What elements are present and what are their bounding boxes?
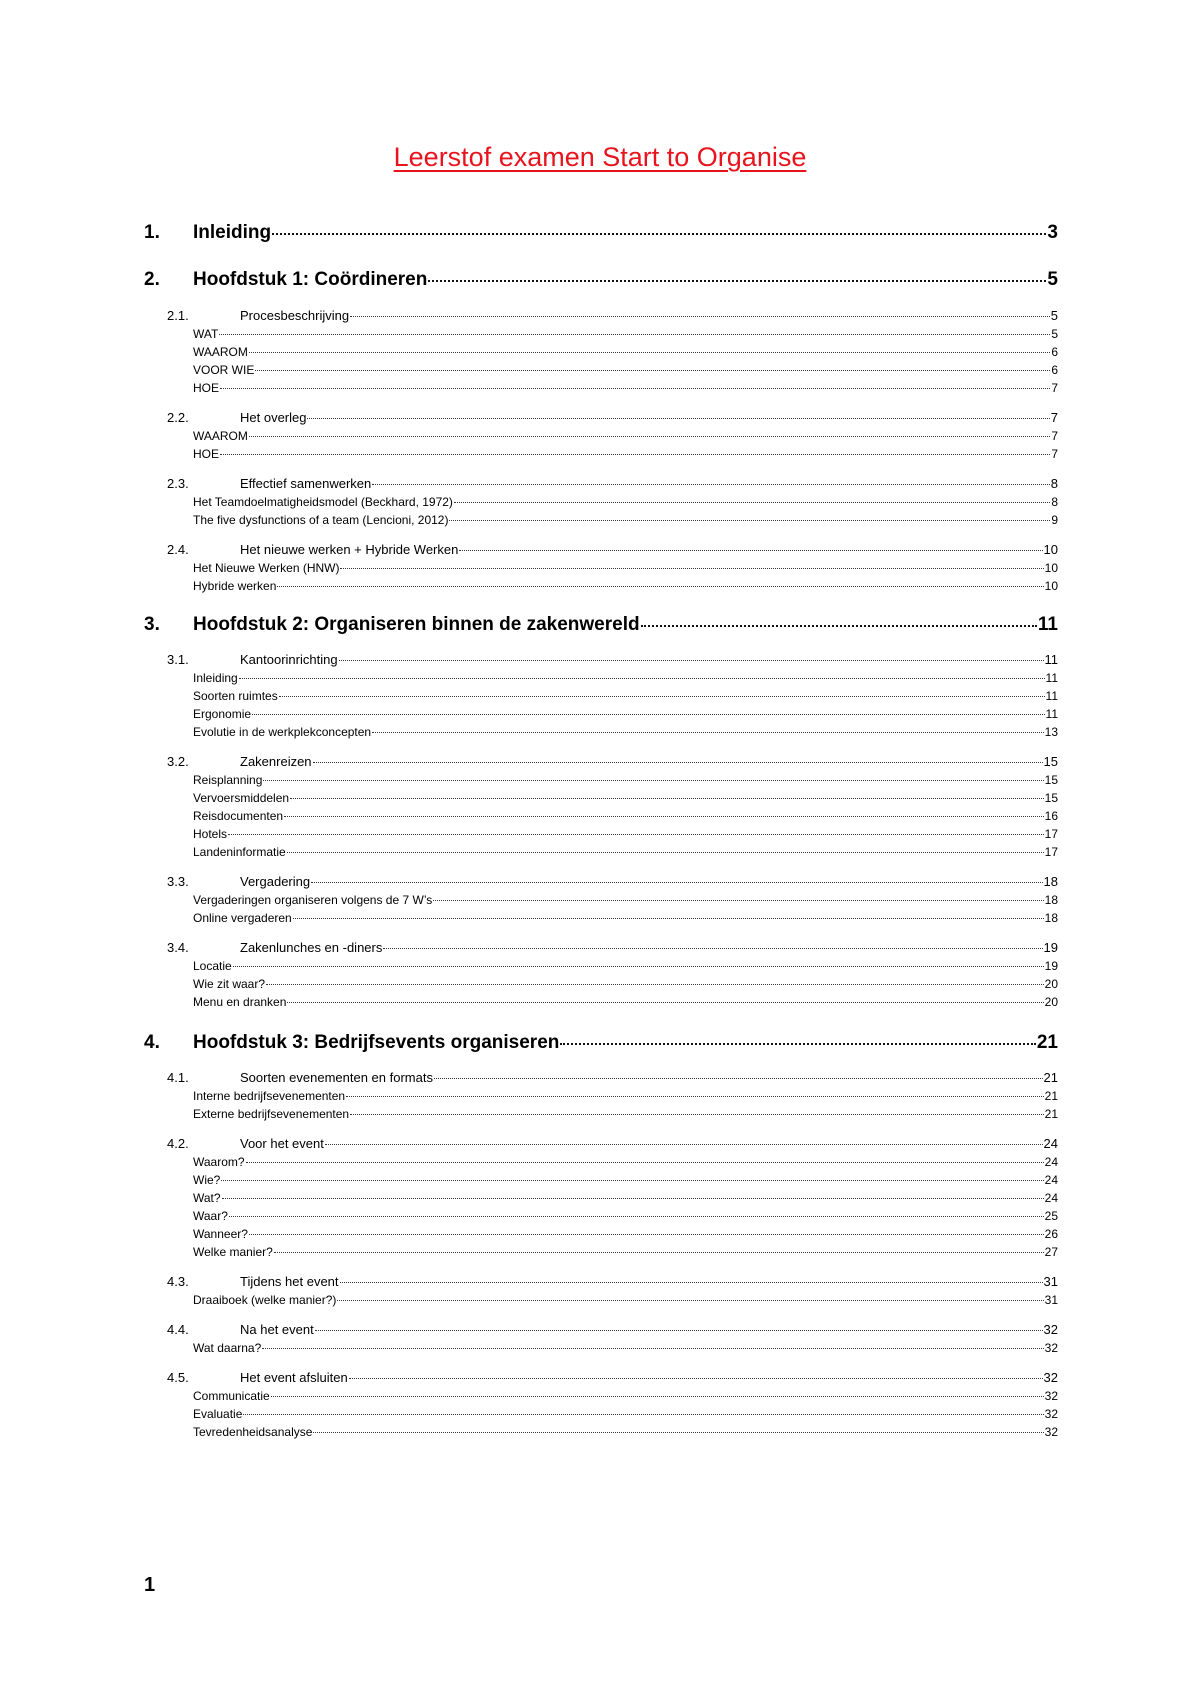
toc-dot-leader	[249, 1234, 1044, 1235]
toc-entry-number: 2.4.	[167, 542, 189, 557]
toc-dot-leader	[272, 233, 1046, 235]
toc-dot-leader	[229, 1216, 1044, 1217]
toc-entry-title: Na het event	[240, 1322, 314, 1337]
toc-entry-title: Vervoersmiddelen	[193, 791, 290, 805]
toc-entry-title: Vergadering	[240, 874, 311, 889]
toc-entry-page: 32	[1044, 1341, 1058, 1355]
toc-entry-title: Menu en dranken	[193, 995, 287, 1009]
toc-entry-title: Vergaderingen organiseren volgens de 7 W’s	[193, 893, 433, 907]
toc-entry-title: Interne bedrijfsevenementen	[193, 1089, 346, 1103]
toc-entry-level-3[interactable]	[193, 1191, 1058, 1205]
toc-entry-page: 31	[1044, 1293, 1058, 1307]
toc-dot-leader	[246, 1162, 1044, 1163]
toc-dot-leader	[339, 660, 1044, 661]
toc-entry-level-3[interactable]	[193, 1089, 1058, 1103]
toc-dot-leader	[221, 1180, 1043, 1181]
toc-dot-leader	[271, 1396, 1044, 1397]
toc-dot-leader	[249, 436, 1050, 437]
toc-entry-title: Evolutie in de werkplekconcepten	[193, 725, 372, 739]
toc-dot-leader	[428, 280, 1046, 282]
toc-entry-page: 5	[1047, 269, 1058, 290]
toc-entry-title: Wat daarna?	[193, 1341, 262, 1355]
toc-entry-title: Zakenlunches en -diners	[240, 940, 383, 955]
toc-entry-title: VOOR WIE	[193, 363, 255, 377]
toc-entry-level-1[interactable]	[144, 269, 1058, 291]
toc-dot-leader	[220, 388, 1050, 389]
toc-entry-level-2[interactable]	[167, 940, 1058, 955]
toc-dot-leader	[274, 1252, 1044, 1253]
toc-entry-page: 7	[1051, 429, 1058, 443]
toc-entry-level-3[interactable]	[193, 911, 1058, 925]
toc-entry-page: 21	[1044, 1107, 1058, 1121]
toc-entry-page: 10	[1044, 561, 1058, 575]
toc-entry-page: 32	[1043, 1370, 1058, 1385]
toc-dot-leader	[290, 798, 1044, 799]
toc-entry-level-3[interactable]	[193, 1209, 1058, 1223]
toc-entry-page: 5	[1051, 327, 1058, 341]
toc-entry-title: Hybride werken	[193, 579, 277, 593]
toc-entry-title: Hoofdstuk 3: Bedrijfsevents organiseren	[193, 1032, 560, 1053]
toc-entry-number: 4.2.	[167, 1136, 189, 1151]
toc-dot-leader	[454, 502, 1050, 503]
toc-entry-level-1[interactable]	[144, 222, 1058, 244]
toc-entry-page: 24	[1043, 1136, 1058, 1151]
toc-entry-level-2[interactable]	[167, 1370, 1058, 1385]
toc-entry-title: Wie zit waar?	[193, 977, 266, 991]
toc-dot-leader	[372, 484, 1049, 485]
toc-entry-page: 32	[1044, 1407, 1058, 1421]
toc-entry-level-1[interactable]	[144, 1032, 1058, 1054]
toc-entry-page: 15	[1044, 791, 1058, 805]
toc-dot-leader	[346, 1096, 1044, 1097]
toc-entry-page: 32	[1043, 1322, 1058, 1337]
toc-dot-leader	[372, 732, 1044, 733]
toc-entry-title: Zakenreizen	[240, 754, 312, 769]
toc-dot-leader	[219, 334, 1050, 335]
toc-entry-title: Reisplanning	[193, 773, 263, 787]
toc-entry-level-3[interactable]	[193, 1227, 1058, 1241]
toc-entry-page: 5	[1050, 308, 1058, 323]
toc-entry-page: 17	[1044, 845, 1058, 859]
toc-entry-page: 24	[1044, 1191, 1058, 1205]
toc-entry-page: 18	[1043, 874, 1058, 889]
toc-dot-leader	[293, 918, 1044, 919]
toc-entry-page: 26	[1044, 1227, 1058, 1241]
toc-entry-title: Hotels	[193, 827, 228, 841]
toc-entry-page: 24	[1044, 1155, 1058, 1169]
toc-entry-level-3[interactable]	[193, 1389, 1058, 1403]
toc-entry-level-2[interactable]	[167, 1322, 1058, 1337]
toc-entry-number: 2.1.	[167, 308, 189, 323]
toc-entry-page: 20	[1044, 977, 1058, 991]
toc-dot-leader	[277, 586, 1043, 587]
toc-entry-title: Communicatie	[193, 1389, 270, 1403]
toc-entry-level-3[interactable]	[193, 773, 1058, 787]
toc-entry-title: Waar?	[193, 1209, 228, 1223]
toc-dot-leader	[228, 834, 1044, 835]
toc-entry-page: 13	[1044, 725, 1058, 739]
toc-entry-title: Soorten evenementen en formats	[240, 1070, 433, 1085]
toc-entry-level-3[interactable]	[193, 707, 1058, 721]
toc-entry-page: 18	[1044, 911, 1058, 925]
toc-entry-level-3[interactable]	[193, 579, 1058, 593]
toc-entry-title: Het Teamdoelmatigheidsmodel (Beckhard, 1972)	[193, 495, 453, 509]
toc-dot-leader	[313, 1432, 1043, 1433]
toc-entry-level-3[interactable]	[193, 671, 1058, 685]
toc-entry-page: 11	[1045, 707, 1058, 721]
toc-entry-level-3[interactable]	[193, 845, 1058, 859]
toc-entry-number: 2.	[144, 269, 160, 290]
toc-entry-level-3[interactable]	[193, 381, 1058, 395]
toc-entry-title: WAAROM	[193, 345, 248, 359]
toc-entry-number: 2.2.	[167, 410, 189, 425]
toc-entry-number: 4.4.	[167, 1322, 189, 1337]
toc-entry-level-3[interactable]	[193, 809, 1058, 823]
toc-dot-leader	[252, 714, 1045, 715]
toc-entry-page: 9	[1051, 513, 1058, 527]
toc-dot-leader	[383, 948, 1042, 949]
toc-entry-level-3[interactable]	[193, 513, 1058, 527]
toc-entry-title: Externe bedrijfsevenementen	[193, 1107, 350, 1121]
toc-entry-title: HOE	[193, 381, 220, 395]
toc-entry-title: Landeninformatie	[193, 845, 286, 859]
toc-entry-number: 2.3.	[167, 476, 189, 491]
toc-entry-title: Wat?	[193, 1191, 221, 1205]
toc-entry-page: 16	[1044, 809, 1058, 823]
toc-entry-page: 15	[1043, 754, 1058, 769]
toc-dot-leader	[263, 780, 1043, 781]
toc-entry-page: 24	[1044, 1173, 1058, 1187]
toc-entry-title: Tijdens het event	[240, 1274, 339, 1289]
toc-dot-leader	[222, 1198, 1044, 1199]
toc-entry-page: 7	[1051, 447, 1058, 461]
toc-entry-page: 18	[1044, 893, 1058, 907]
toc-entry-page: 21	[1044, 1089, 1058, 1103]
toc-entry-level-3[interactable]	[193, 363, 1058, 377]
toc-entry-page: 7	[1050, 410, 1058, 425]
toc-dot-leader	[340, 568, 1043, 569]
toc-entry-level-3[interactable]	[193, 1107, 1058, 1121]
toc-entry-level-3[interactable]	[193, 959, 1058, 973]
toc-entry-number: 3.3.	[167, 874, 189, 889]
toc-dot-leader	[449, 520, 1050, 521]
toc-entry-level-2[interactable]	[167, 1136, 1058, 1151]
toc-entry-level-3[interactable]	[193, 561, 1058, 575]
toc-entry-level-3[interactable]	[193, 977, 1058, 991]
toc-dot-leader	[560, 1043, 1035, 1045]
toc-dot-leader	[262, 1348, 1043, 1349]
toc-entry-title: Evaluatie	[193, 1407, 243, 1421]
toc-entry-level-3[interactable]	[193, 1173, 1058, 1187]
toc-entry-title: Welke manier?	[193, 1245, 273, 1259]
toc-entry-level-3[interactable]	[193, 725, 1058, 739]
toc-entry-page: 19	[1044, 959, 1058, 973]
toc-entry-level-2[interactable]	[167, 308, 1058, 323]
toc-dot-leader	[459, 550, 1042, 551]
toc-dot-leader	[641, 625, 1037, 627]
toc-entry-title: Waarom?	[193, 1155, 245, 1169]
toc-entry-title: HOE	[193, 447, 220, 461]
document-title: Leerstof examen Start to Organise	[393, 142, 807, 172]
toc-dot-leader	[325, 1144, 1043, 1145]
toc-entry-level-3[interactable]	[193, 995, 1058, 1009]
toc-entry-level-1[interactable]	[144, 614, 1058, 636]
toc-entry-page: 11	[1044, 652, 1058, 667]
toc-entry-number: 3.2.	[167, 754, 189, 769]
toc-entry-level-3[interactable]	[193, 429, 1058, 443]
toc-entry-title: Online vergaderen	[193, 911, 292, 925]
toc-dot-leader	[239, 678, 1045, 679]
toc-entry-level-2[interactable]	[167, 476, 1058, 491]
toc-entry-title: WAAROM	[193, 429, 248, 443]
toc-entry-level-2[interactable]	[167, 652, 1058, 667]
toc-entry-page: 21	[1036, 1032, 1058, 1053]
toc-dot-leader	[284, 816, 1044, 817]
toc-dot-leader	[220, 454, 1050, 455]
toc-entry-title: Inleiding	[193, 671, 238, 685]
toc-dot-leader	[266, 984, 1044, 985]
toc-entry-page: 8	[1051, 495, 1058, 509]
toc-dot-leader	[350, 1114, 1044, 1115]
toc-entry-level-3[interactable]	[193, 1341, 1058, 1355]
toc-entry-title: Ergonomie	[193, 707, 252, 721]
toc-entry-page: 7	[1051, 381, 1058, 395]
toc-entry-level-3[interactable]	[193, 1155, 1058, 1169]
toc-entry-level-3[interactable]	[193, 327, 1058, 341]
toc-dot-leader	[313, 762, 1043, 763]
toc-entry-title: Soorten ruimtes	[193, 689, 278, 703]
toc-entry-title: Het Nieuwe Werken (HNW)	[193, 561, 340, 575]
toc-entry-level-2[interactable]	[167, 754, 1058, 769]
toc-dot-leader	[279, 696, 1045, 697]
toc-entry-title: Het nieuwe werken + Hybride Werken	[240, 542, 459, 557]
toc-entry-level-3[interactable]	[193, 447, 1058, 461]
toc-entry-level-3[interactable]	[193, 689, 1058, 703]
toc-entry-title: Voor het event	[240, 1136, 324, 1151]
toc-entry-number: 4.5.	[167, 1370, 189, 1385]
toc-entry-title: Draaiboek (welke manier?)	[193, 1293, 337, 1307]
toc-entry-page: 31	[1043, 1274, 1058, 1289]
toc-entry-level-3[interactable]	[193, 1245, 1058, 1259]
toc-entry-number: 1.	[144, 222, 160, 243]
toc-entry-page: 32	[1044, 1389, 1058, 1403]
toc-entry-level-2[interactable]	[167, 1274, 1058, 1289]
toc-entry-page: 15	[1044, 773, 1058, 787]
toc-entry-title: Wie?	[193, 1173, 221, 1187]
toc-entry-title: Locatie	[193, 959, 232, 973]
page-number: 1	[144, 1574, 156, 1596]
toc-entry-page: 25	[1044, 1209, 1058, 1223]
toc-entry-title: Kantoorinrichting	[240, 652, 338, 667]
toc-entry-level-3[interactable]	[193, 1425, 1058, 1439]
toc-entry-page: 6	[1051, 363, 1058, 377]
toc-entry-title: The five dysfunctions of a team (Lencioni, 2012)	[193, 513, 449, 527]
toc-entry-level-2[interactable]	[167, 542, 1058, 557]
toc-entry-title: Het event afsluiten	[240, 1370, 348, 1385]
toc-entry-title: Procesbeschrijving	[240, 308, 350, 323]
toc-entry-number: 3.4.	[167, 940, 189, 955]
toc-entry-page: 17	[1044, 827, 1058, 841]
toc-entry-page: 19	[1043, 940, 1058, 955]
toc-dot-leader	[337, 1300, 1043, 1301]
toc-entry-title: Tevredenheidsanalyse	[193, 1425, 313, 1439]
toc-entry-page: 32	[1044, 1425, 1058, 1439]
toc-dot-leader	[249, 352, 1050, 353]
toc-entry-page: 21	[1043, 1070, 1058, 1085]
toc-dot-leader	[287, 1002, 1043, 1003]
toc-entry-number: 3.	[144, 614, 160, 635]
toc-entry-page: 6	[1051, 345, 1058, 359]
toc-entry-title: Effectief samenwerken	[240, 476, 372, 491]
toc-entry-page: 10	[1044, 579, 1058, 593]
toc-dot-leader	[315, 1330, 1043, 1331]
toc-entry-page: 11	[1037, 614, 1058, 635]
toc-entry-title: Inleiding	[193, 222, 272, 243]
toc-entry-level-2[interactable]	[167, 410, 1058, 425]
toc-dot-leader	[243, 1414, 1043, 1415]
toc-entry-title: Hoofdstuk 1: Coördineren	[193, 269, 428, 290]
toc-entry-title: WAT	[193, 327, 219, 341]
toc-dot-leader	[340, 1282, 1043, 1283]
toc-dot-leader	[307, 418, 1049, 419]
toc-dot-leader	[434, 1078, 1043, 1079]
toc-entry-level-3[interactable]	[193, 827, 1058, 841]
toc-entry-title: Het overleg	[240, 410, 307, 425]
toc-entry-page: 27	[1044, 1245, 1058, 1259]
toc-entry-level-2[interactable]	[167, 1070, 1058, 1085]
toc-dot-leader	[349, 1378, 1043, 1379]
toc-entry-title: Reisdocumenten	[193, 809, 284, 823]
toc-entry-title: Hoofdstuk 2: Organiseren binnen de zakenwereld	[193, 614, 640, 635]
toc-entry-level-3[interactable]	[193, 1407, 1058, 1421]
toc-entry-number: 3.1.	[167, 652, 189, 667]
toc-entry-page: 11	[1045, 689, 1058, 703]
toc-dot-leader	[287, 852, 1044, 853]
toc-entry-page: 10	[1043, 542, 1058, 557]
toc-entry-page: 11	[1045, 671, 1058, 685]
toc-entry-number: 4.1.	[167, 1070, 189, 1085]
toc-entry-number: 4.3.	[167, 1274, 189, 1289]
toc-dot-leader	[311, 882, 1042, 883]
toc-dot-leader	[433, 900, 1043, 901]
toc-entry-page: 8	[1050, 476, 1058, 491]
toc-entry-level-3[interactable]	[193, 1293, 1058, 1307]
toc-entry-level-3[interactable]	[193, 495, 1058, 509]
toc-dot-leader	[233, 966, 1044, 967]
toc-dot-leader	[350, 316, 1050, 317]
toc-entry-number: 4.	[144, 1032, 160, 1053]
toc-entry-level-3[interactable]	[193, 791, 1058, 805]
toc-dot-leader	[255, 370, 1050, 371]
toc-entry-page: 3	[1047, 222, 1058, 243]
toc-entry-title: Wanneer?	[193, 1227, 248, 1241]
toc-entry-level-2[interactable]	[167, 874, 1058, 889]
toc-entry-level-3[interactable]	[193, 893, 1058, 907]
toc-entry-level-3[interactable]	[193, 345, 1058, 359]
toc-entry-page: 20	[1044, 995, 1058, 1009]
